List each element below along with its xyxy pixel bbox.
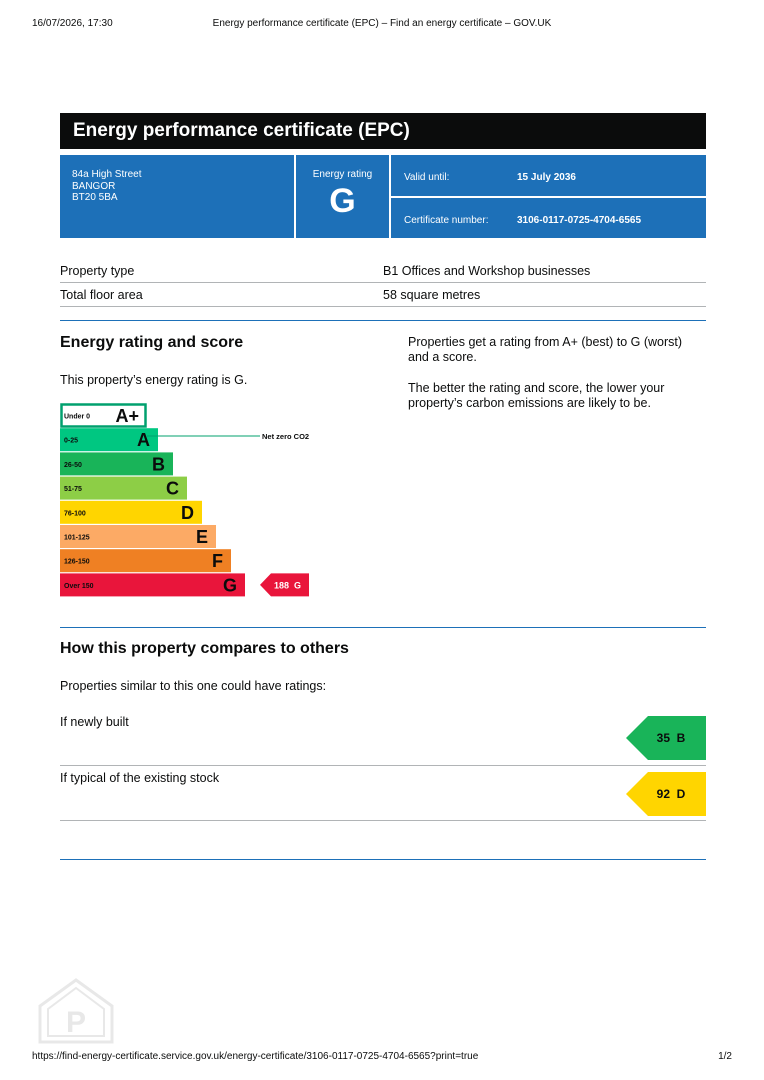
- valid-until-value: 15 July 2036: [517, 172, 576, 183]
- band-letter-label: G: [222, 575, 237, 596]
- certificate-number-box: [391, 198, 706, 238]
- address-line: 84a High Street: [72, 169, 142, 180]
- print-date-time: 16/07/2026, 17:30: [32, 18, 113, 29]
- energy-rating-box: [296, 155, 389, 238]
- current-score: 188: [274, 580, 290, 591]
- band-letter-label: B: [152, 454, 165, 475]
- certificate-number-label: Certificate number:: [404, 215, 489, 226]
- print-page-title: Energy performance certificate (EPC) – Find an energy certificate – GOV.UK: [212, 18, 552, 29]
- energy-rating-label: Energy rating: [312, 169, 373, 180]
- watermark-house-logo-icon: [36, 976, 116, 1046]
- band-letter-label: F: [212, 551, 223, 572]
- band-range-label: 76-100: [64, 510, 86, 518]
- address-line: BT20 5BA: [72, 192, 118, 203]
- energy-rating-letter: G: [329, 182, 356, 220]
- section-divider: [60, 320, 706, 321]
- newly-built-rating-arrow: [626, 716, 706, 760]
- current-rating-marker: [260, 573, 309, 596]
- band-range-label: Under 0: [64, 413, 91, 421]
- section-divider: [60, 627, 706, 628]
- floor-area-value: 58 square metres: [383, 288, 481, 302]
- certificate-summary: [60, 155, 706, 238]
- table-row: [60, 259, 706, 283]
- band-letter-label: A+: [115, 406, 139, 426]
- row-divider: [60, 765, 706, 766]
- net-zero-label: Net zero CO2: [262, 432, 310, 441]
- band-letter-label: C: [166, 478, 179, 499]
- print-url: https://find-energy-certificate.service.gov.uk/energy-certificate/3106-0117-0725-4704-6565?print=true: [32, 1051, 479, 1062]
- typical-stock-score: 92: [656, 787, 670, 801]
- address-line: BANGOR: [72, 180, 116, 192]
- print-header: [32, 18, 732, 32]
- typical-stock-letter: D: [676, 787, 686, 801]
- comparison-heading: How this property compares to others: [60, 640, 349, 657]
- valid-until-label: Valid until:: [404, 172, 450, 183]
- certificate-number-value: 3106-0117-0725-4704-6565: [517, 215, 641, 226]
- energy-rating-chart: [60, 403, 320, 613]
- band-range-label: Over 150: [64, 582, 94, 590]
- band-range-label: 26-50: [64, 461, 82, 469]
- floor-area-label: Total floor area: [60, 288, 143, 302]
- rating-section-heading: Energy rating and score: [60, 334, 244, 351]
- section-divider: [60, 859, 706, 860]
- band-letter-label: D: [181, 502, 194, 523]
- property-type-label: Property type: [60, 264, 135, 278]
- property-details-table: [60, 259, 706, 307]
- row-divider: [60, 820, 706, 821]
- current-letter: G: [294, 580, 302, 591]
- comparison-intro: Properties similar to this one could have ratings:: [60, 679, 327, 693]
- print-footer: [32, 1051, 732, 1065]
- valid-until-box: [391, 155, 706, 196]
- band-range-label: 0-25: [64, 437, 79, 445]
- newly-built-label: If newly built: [60, 715, 129, 729]
- property-type-value: B1 Offices and Workshop businesses: [383, 264, 591, 278]
- newly-built-score: 35: [656, 731, 670, 745]
- band-letter-label: A: [137, 430, 150, 451]
- typical-stock-label: If typical of the existing stock: [60, 771, 220, 785]
- rating-explanation: Properties get a rating from A+ (best) to G (worst) and a score.: [408, 335, 683, 364]
- rating-statement: This property’s energy rating is G.: [60, 373, 248, 387]
- typical-stock-rating-arrow: [626, 772, 706, 816]
- rating-explanation: The better the rating and score, the lower your property’s carbon emissions are likely to be.: [408, 381, 665, 410]
- property-address: [60, 155, 294, 238]
- newly-built-letter: B: [676, 731, 686, 745]
- band-letter-label: E: [195, 527, 208, 547]
- table-row: [60, 283, 706, 307]
- certificate-title: Energy performance certificate (EPC): [60, 113, 706, 149]
- band-range-label: 51-75: [64, 486, 82, 494]
- band-range-label: 126-150: [64, 558, 90, 566]
- print-page-number: 1/2: [718, 1051, 732, 1062]
- svg-text:P: P: [66, 1006, 87, 1039]
- band-range-label: 101-125: [64, 534, 90, 542]
- typical-stock-rating: [626, 787, 706, 801]
- newly-built-rating: [626, 731, 706, 745]
